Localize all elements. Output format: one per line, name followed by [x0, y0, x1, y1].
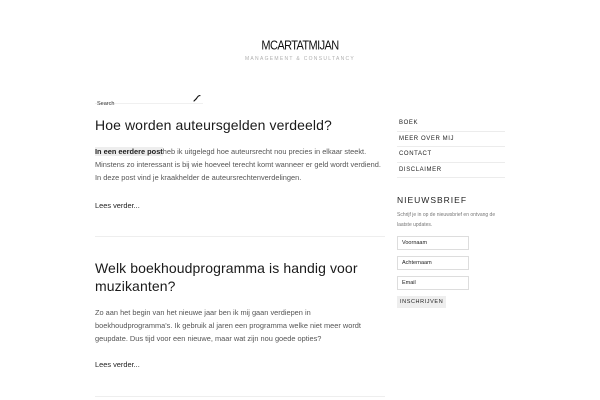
email-field[interactable] — [397, 276, 469, 290]
sidebar-menu — [397, 116, 505, 178]
menu-item-contact[interactable]: CONTACT — [397, 147, 505, 163]
subscribe-button[interactable]: INSCHRIJVEN — [397, 296, 446, 308]
read-more-link[interactable]: Lees verder... — [95, 360, 140, 369]
search-input[interactable] — [95, 98, 185, 110]
search-icon[interactable] — [193, 94, 201, 102]
post-excerpt — [95, 145, 385, 184]
post-item — [95, 116, 385, 237]
search-box — [95, 92, 203, 104]
excerpt-text: heb ik uitgelegd hoe auteursrecht nou precies in elkaar steekt. Minstens zo interessant is bij wie hoeveel terecht komt wanneer er geld wordt verdiend. In deze post vind je kraakhelder de auteursrechtenverdelingen. — [95, 147, 381, 182]
newsletter-text: Schrijf je in op de nieuwsbrief en ontvang de laatste updates. — [397, 212, 496, 228]
post-list — [95, 116, 385, 397]
first-name-field[interactable] — [397, 236, 469, 250]
site-tagline: MANAGEMENT & CONSULTANCY — [244, 56, 356, 62]
read-more-link[interactable]: Lees verder... — [95, 201, 140, 210]
excerpt-link[interactable]: In een eerdere post — [95, 147, 163, 156]
menu-item-disclaimer[interactable]: DISCLAIMER — [397, 163, 505, 179]
post-title[interactable]: Hoe worden auteursgelden verdeeld? — [95, 117, 332, 133]
sidebar — [397, 116, 505, 308]
menu-item-meer-over-mij[interactable]: MEER OVER MIJ — [397, 132, 505, 148]
post-item — [95, 259, 385, 397]
site-logo[interactable]: MCARTATMIJAN — [261, 39, 339, 53]
site-header — [0, 36, 600, 62]
menu-item-boek[interactable]: BOEK — [397, 116, 505, 132]
newsletter-title: NIEUWSBRIEF — [397, 195, 468, 205]
post-excerpt — [95, 306, 385, 345]
post-title[interactable]: Welk boekhoudprogramma is handig voor muzikanten? — [95, 260, 358, 294]
excerpt-text: Zo aan het begin van het nieuwe jaar ben ik mij gaan verdiepen in boekhoudprogramma's. Ik gebruik al jaren een programma welke niet meer wordt geupdate. Dus tijd voor een nieuwe, maar wat zijn nou goede opties? — [95, 308, 361, 343]
last-name-field[interactable] — [397, 256, 469, 270]
